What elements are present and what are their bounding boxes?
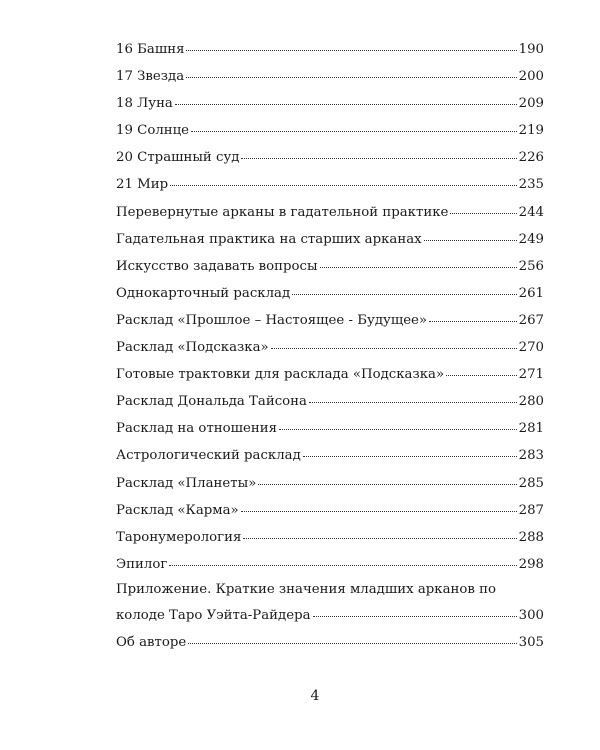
toc-entry-page: 298 xyxy=(518,556,544,572)
toc-entry-page: 305 xyxy=(518,634,544,650)
toc-entry xyxy=(116,117,544,144)
toc-entry-page: 226 xyxy=(518,150,544,166)
toc-entry-page: 283 xyxy=(518,448,544,464)
toc-entry-page: 270 xyxy=(518,340,544,356)
toc-entry xyxy=(116,36,544,63)
toc-entry xyxy=(116,199,544,226)
toc-entry xyxy=(116,226,544,253)
toc-entry-title: 20 Страшный суд xyxy=(116,150,240,166)
toc-entry-title: Расклад «Прошлое – Настоящее - Будущее» xyxy=(116,312,428,328)
toc-entry xyxy=(116,361,544,388)
toc-entry-title: Однокарточный расклад xyxy=(116,285,291,301)
toc-entry-page: 281 xyxy=(518,421,544,437)
toc-entry xyxy=(116,497,544,524)
toc-entry-page: 287 xyxy=(518,502,544,518)
dot-leader xyxy=(446,375,517,376)
toc-entry-page: 267 xyxy=(518,312,544,328)
toc-entry-title: Перевернутые арканы в гадательной практике xyxy=(116,204,449,220)
toc-entry-title: Расклад Дональда Тайсона xyxy=(116,394,307,410)
toc-entry xyxy=(116,90,544,117)
table-of-contents xyxy=(116,36,544,656)
toc-entry xyxy=(116,307,544,334)
toc-entry-page: 288 xyxy=(518,529,544,545)
dot-leader xyxy=(186,77,516,78)
toc-entry-title: 19 Солнце xyxy=(116,123,190,139)
toc-entry-about-author xyxy=(116,629,544,656)
toc-entry-title: Искусство задавать вопросы xyxy=(116,258,318,274)
dot-leader xyxy=(186,50,516,51)
toc-entry xyxy=(116,63,544,90)
toc-entry-page: 235 xyxy=(518,177,544,193)
toc-entry-page: 209 xyxy=(518,96,544,112)
toc-entry-page: 244 xyxy=(518,204,544,220)
toc-entry xyxy=(116,442,544,469)
dot-leader xyxy=(169,565,516,566)
toc-entry-appendix xyxy=(116,578,544,629)
toc-entry-title-line1: Приложение. Краткие значения младших арканов по xyxy=(116,581,496,597)
dot-leader xyxy=(191,131,517,132)
toc-entry-title: Готовые трактовки для расклада «Подсказка» xyxy=(116,367,445,383)
page-number: 4 xyxy=(310,688,320,704)
toc-entry xyxy=(116,524,544,551)
dot-leader xyxy=(429,321,517,322)
toc-entry-page: 219 xyxy=(518,123,544,139)
dot-leader xyxy=(292,294,516,295)
toc-entry xyxy=(116,551,544,578)
toc-entry-page: 300 xyxy=(518,607,544,623)
dot-leader xyxy=(175,104,517,105)
toc-entry-title: Расклад «Карма» xyxy=(116,502,239,518)
toc-entry-page: 271 xyxy=(518,367,544,383)
dot-leader xyxy=(271,348,517,349)
toc-entry xyxy=(116,144,544,171)
dot-leader xyxy=(450,213,516,214)
toc-entry-title: 21 Мир xyxy=(116,177,169,193)
toc-entry-title: Об авторе xyxy=(116,634,187,650)
toc-entry-page: 190 xyxy=(518,42,544,57)
toc-entry-page: 285 xyxy=(518,475,544,491)
toc-entry-title: Астрологический расклад xyxy=(116,448,301,464)
dot-leader xyxy=(241,511,517,512)
dot-leader xyxy=(313,616,517,617)
toc-entry-title: 16 Башня xyxy=(116,42,185,57)
dot-leader xyxy=(279,429,517,430)
toc-entry-title: 18 Луна xyxy=(116,96,173,112)
toc-entry xyxy=(116,171,544,198)
dot-leader xyxy=(320,267,517,268)
dot-leader xyxy=(241,158,516,159)
toc-entry xyxy=(116,470,544,497)
dot-leader xyxy=(258,484,516,485)
dot-leader xyxy=(303,456,517,457)
toc-entry-title: 17 Звезда xyxy=(116,69,185,85)
toc-entry xyxy=(116,388,544,415)
dot-leader xyxy=(309,402,517,403)
toc-entry-title: Расклад «Подсказка» xyxy=(116,340,269,356)
toc-entry xyxy=(116,415,544,442)
toc-entry xyxy=(116,280,544,307)
toc-entry-title: Расклад «Планеты» xyxy=(116,475,257,491)
toc-entries xyxy=(116,36,544,578)
dot-leader xyxy=(188,643,516,644)
toc-entry-title: Таронумерология xyxy=(116,529,242,545)
toc-entry-title: Расклад на отношения xyxy=(116,421,278,437)
dot-leader xyxy=(243,538,516,539)
toc-entry-title: Гадательная практика на старших арканах xyxy=(116,231,422,247)
toc-entry-page: 249 xyxy=(518,231,544,247)
dot-leader xyxy=(170,185,516,186)
toc-entry-page: 256 xyxy=(518,258,544,274)
toc-entry xyxy=(116,334,544,361)
toc-entry-title: Эпилог xyxy=(116,556,168,572)
toc-entry-page: 261 xyxy=(518,285,544,301)
toc-entry-page: 280 xyxy=(518,394,544,410)
dot-leader xyxy=(424,240,517,241)
toc-entry-title-line2: колоде Таро Уэйта-Райдера xyxy=(116,607,311,623)
toc-entry-page: 200 xyxy=(518,69,544,85)
toc-entry xyxy=(116,253,544,280)
